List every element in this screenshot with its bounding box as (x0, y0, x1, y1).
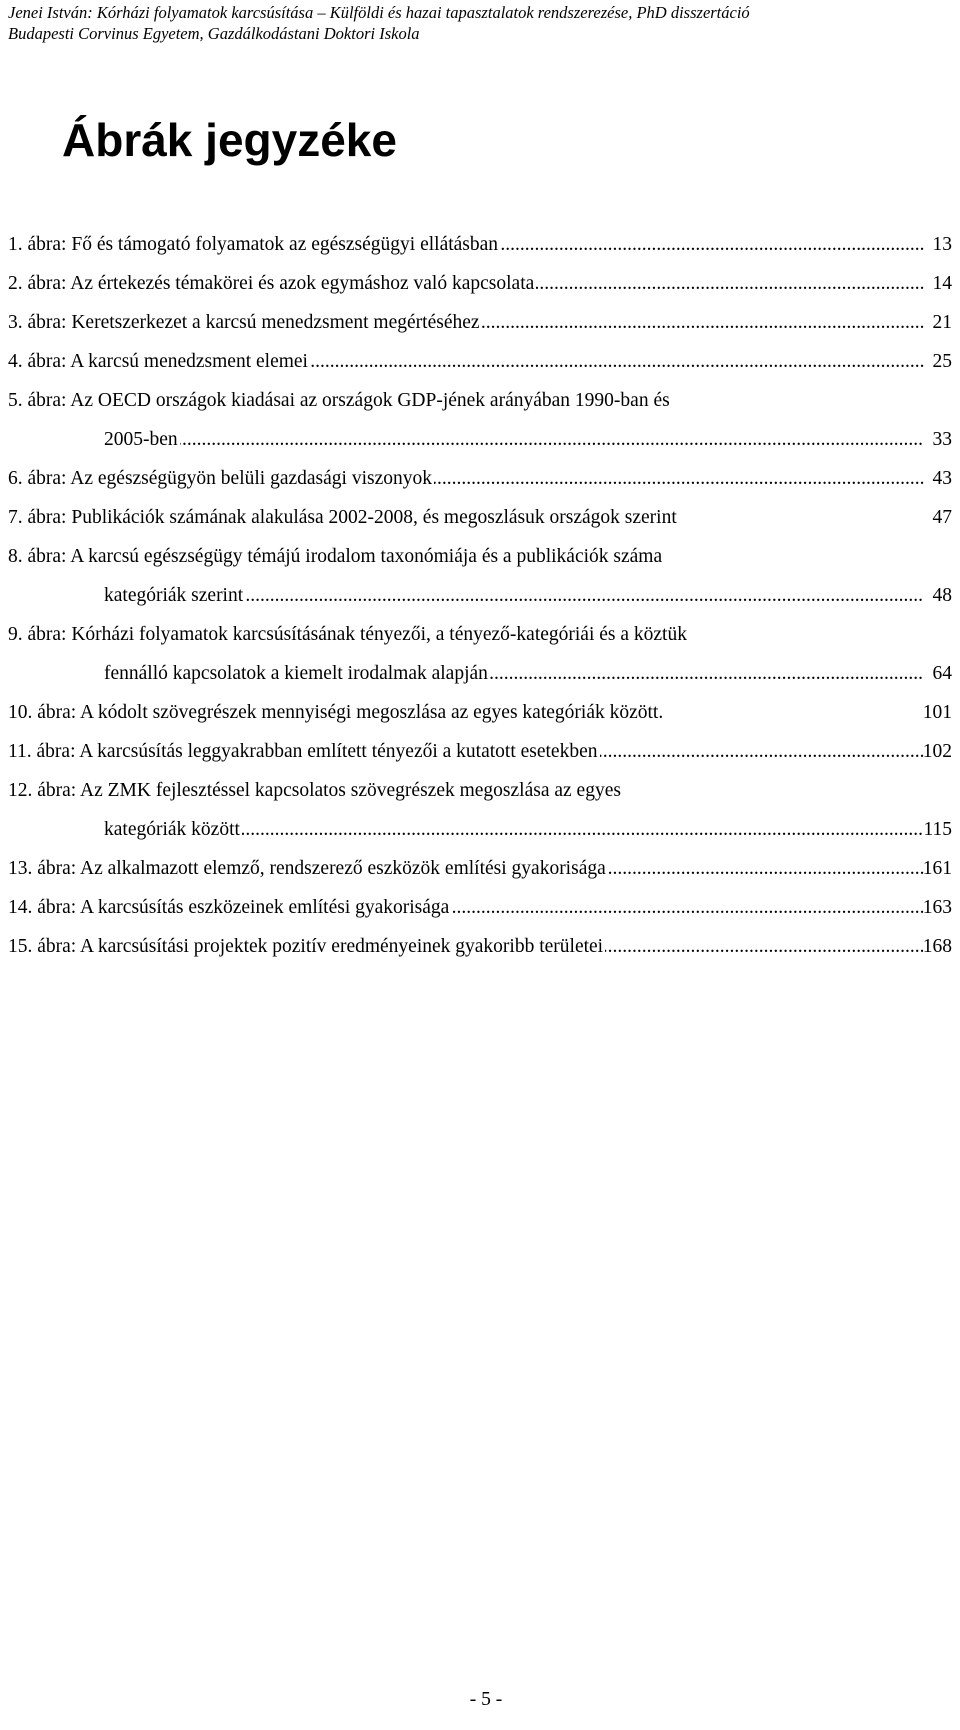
entry-page-number: 48 (931, 582, 953, 610)
entry-page-number: 102 (921, 738, 952, 766)
entry-page-number: 47 (931, 504, 953, 532)
entry-text: 6. ábra: Az egészségügyön belüli gazdasági viszonyok (8, 468, 433, 489)
list-item[interactable] (8, 777, 952, 805)
header-line-1: Jenei István: Kórházi folyamatok karcsúsítása – Külföldi és hazai tapasztalatok rendszerezése, PhD disszertáció (8, 3, 750, 22)
list-item[interactable] (8, 738, 952, 766)
entry-page-number: 43 (931, 465, 953, 493)
entry-text: 9. ábra: Kórházi folyamatok karcsúsításának tényezői, a tényező-kategóriái és a köztük (8, 624, 687, 645)
entry-page-number: 115 (921, 816, 952, 844)
list-item-continuation[interactable] (8, 426, 952, 454)
list-item[interactable] (8, 465, 952, 493)
entry-text: 4. ábra: A karcsú menedzsment elemei (8, 351, 308, 372)
running-header (8, 2, 952, 44)
list-item-continuation[interactable] (8, 582, 952, 610)
list-item[interactable] (8, 894, 952, 922)
entry-text: 14. ábra: A karcsúsítás eszközeinek említési gyakorisága (8, 897, 450, 918)
entry-text: 12. ábra: Az ZMK fejlesztéssel kapcsolatos szövegrészek megoszlása az egyes (8, 780, 621, 801)
entry-page-number: 13 (931, 231, 953, 259)
entry-text: 11. ábra: A karcsúsítás leggyakrabban említett tényezői a kutatott esetekben (8, 741, 598, 762)
entry-text: 8. ábra: A karcsú egészségügy témájú irodalom taxonómiája és a publikációk száma (8, 546, 663, 567)
list-item[interactable] (8, 309, 952, 337)
entry-page-number: 101 (921, 699, 952, 727)
list-item[interactable] (8, 231, 952, 259)
page-title: Ábrák jegyzéke (62, 114, 397, 166)
entry-text: 15. ábra: A karcsúsítási projektek pozitív eredményeinek gyakoribb területei (8, 936, 604, 957)
entry-text-continuation: fennálló kapcsolatok a kiemelt irodalmak alapján (104, 663, 488, 684)
entry-text: 5. ábra: Az OECD országok kiadásai az országok GDP-jének arányában 1990-ban és (8, 390, 670, 411)
entry-text: 2. ábra: Az értekezés témakörei és azok egymáshoz való kapcsolata (8, 273, 535, 294)
list-item[interactable] (8, 270, 952, 298)
list-item[interactable] (8, 543, 952, 571)
entry-text-continuation: kategóriák között (104, 819, 240, 840)
list-item[interactable] (8, 348, 952, 376)
list-item-continuation[interactable] (8, 816, 952, 844)
entry-text: 7. ábra: Publikációk számának alakulása 2002-2008, és megoszlásuk országok szerint (8, 507, 677, 528)
entry-page-number: 163 (921, 894, 952, 922)
entry-text: 3. ábra: Keretszerkezet a karcsú menedzsment megértéséhez (8, 312, 480, 333)
list-item[interactable] (8, 855, 952, 883)
list-item[interactable] (8, 504, 952, 532)
entry-text: 10. ábra: A kódolt szövegrészek mennyiségi megoszlása az egyes kategóriák között. (8, 702, 664, 723)
entry-page-number: 21 (931, 309, 953, 337)
entry-page-number: 25 (931, 348, 953, 376)
header-line-2: Budapesti Corvinus Egyetem, Gazdálkodástani Doktori Iskola (8, 24, 420, 43)
list-item-continuation[interactable] (8, 660, 952, 688)
entry-text: 1. ábra: Fő és támogató folyamatok az egészségügyi ellátásban (8, 234, 499, 255)
list-item[interactable] (8, 933, 952, 961)
page-number: - 5 - (469, 1689, 503, 1710)
entry-page-number: 161 (921, 855, 952, 883)
entry-page-number: 33 (931, 426, 953, 454)
entry-page-number: 64 (931, 660, 953, 688)
entry-page-number: 14 (931, 270, 953, 298)
entry-text-continuation: 2005-ben (104, 429, 178, 450)
list-item[interactable] (8, 387, 952, 415)
entry-text: 13. ábra: Az alkalmazott elemző, rendszerező eszközök említési gyakorisága (8, 858, 606, 879)
list-item[interactable] (8, 699, 952, 727)
entry-text-continuation: kategóriák szerint (104, 585, 244, 606)
entry-page-number: 168 (921, 933, 952, 961)
list-item[interactable] (8, 621, 952, 649)
